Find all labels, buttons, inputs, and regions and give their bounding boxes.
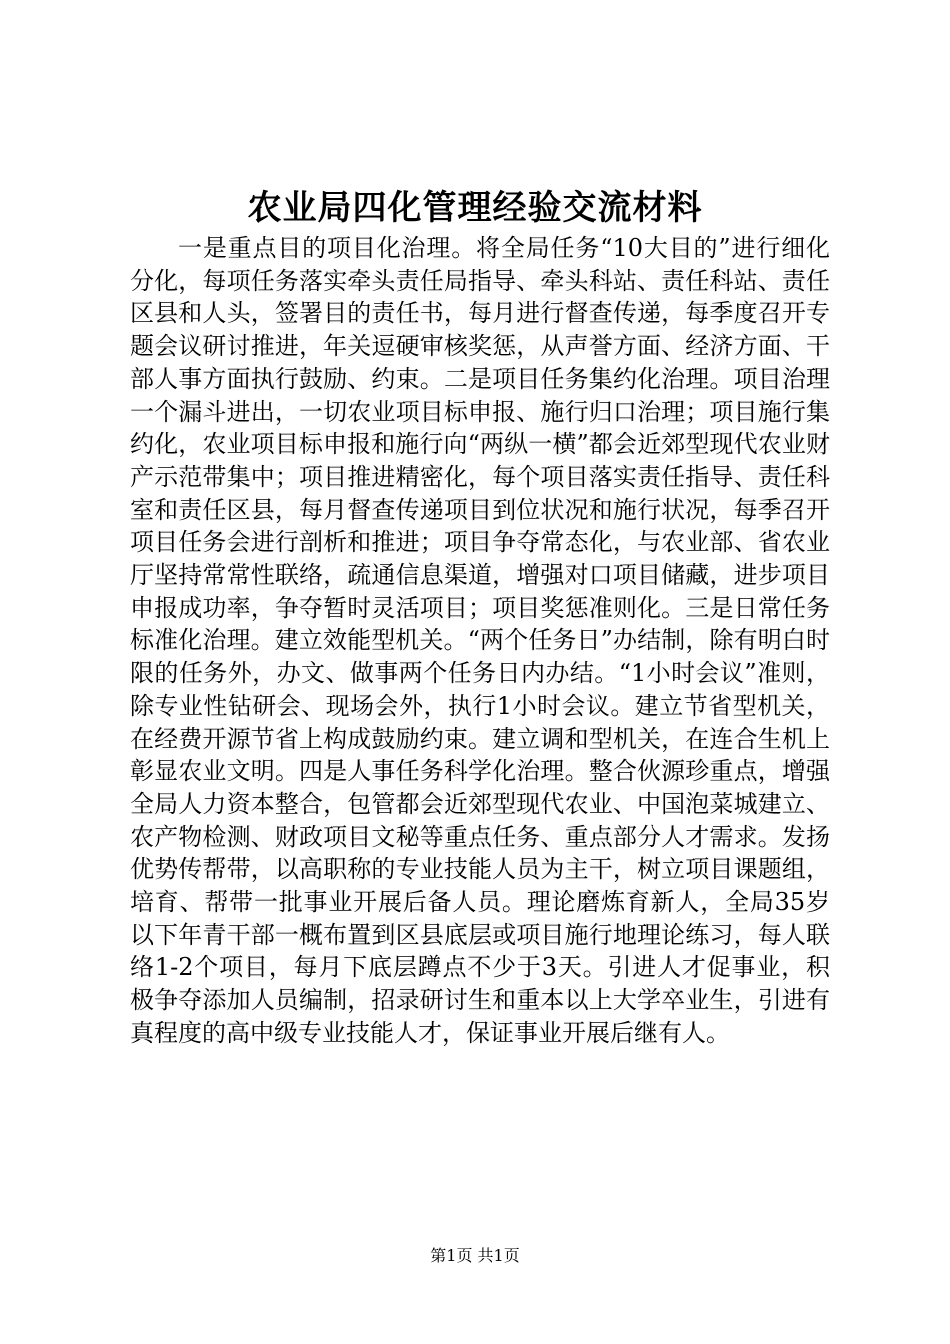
document-title: 农业局四化管理经验交流材料 [247,188,703,228]
page-number-footer: 第1页 共1页 [430,1246,520,1265]
document-body-paragraph: 一是重点目的项目化治理。将全局任务“10大目的”进行细化分化，每项任务落实牵头责任局指导、牵头科站、责任科站、责任区县和人头，签署目的责任书，每月进行督查传递，每季度召开专题会议研讨推进，年关逗硬审核奖惩，从声誉方面、经济方面、干部人事方面执行鼓励、约束。二是项目任务集约化治理。项目治理一个漏斗进出，一切农业项目标申报、施行归口治理；项目施行集约化，农业项目标申报和施行向“两纵一横”都会近郊型现代农业财产示范带集中；项目推进精密化，每个项目落实责任指导、责任科室和责任区县，每月督查传递项目到位状况和施行状况，每季召开项目任务会进行剖析和推进；项目争夺常态化，与农业部、省农业厅坚持常常性联络，疏通信息渠道，增强对口项目储藏，进步项目申报成功率，争夺暂时灵活项目；项目奖惩准则化。三是日常任务标准化治理。建立效能型机关。“两个任务日”办结制，除有明白时限的任务外，办文、做事两个任务日内办结。“1小时会议”准则，除专业性钻研会、现场会外，执行1小时会议。建立节省型机关，在经费开源节省上构成鼓励约束。建立调和型机关，在连合生机上彰显农业文明。四是人事任务科学化治理。整合伙源珍重点，增强全局人力资本整合，包管都会近郊型现代农业、中国泡菜城建立、农产物检测、财政项目文秘等重点任务、重点部分人才需求。发扬优势传帮带，以高职称的专业技能人员为主干，树立项目课题组，培育、帮带一批事业开展后备人员。理论磨炼育新人，全局35岁以下年青干部一概布置到区县底层或项目施行地理论练习，每人联络1-2个项目，每月下底层蹲点不少于3天。引进人才促事业，积极争夺添加人员编制，招录研讨生和重本以上大学卒业生，引进有真程度的高中级专业技能人才，保证事业开展后继有人。 [130,234,830,1047]
